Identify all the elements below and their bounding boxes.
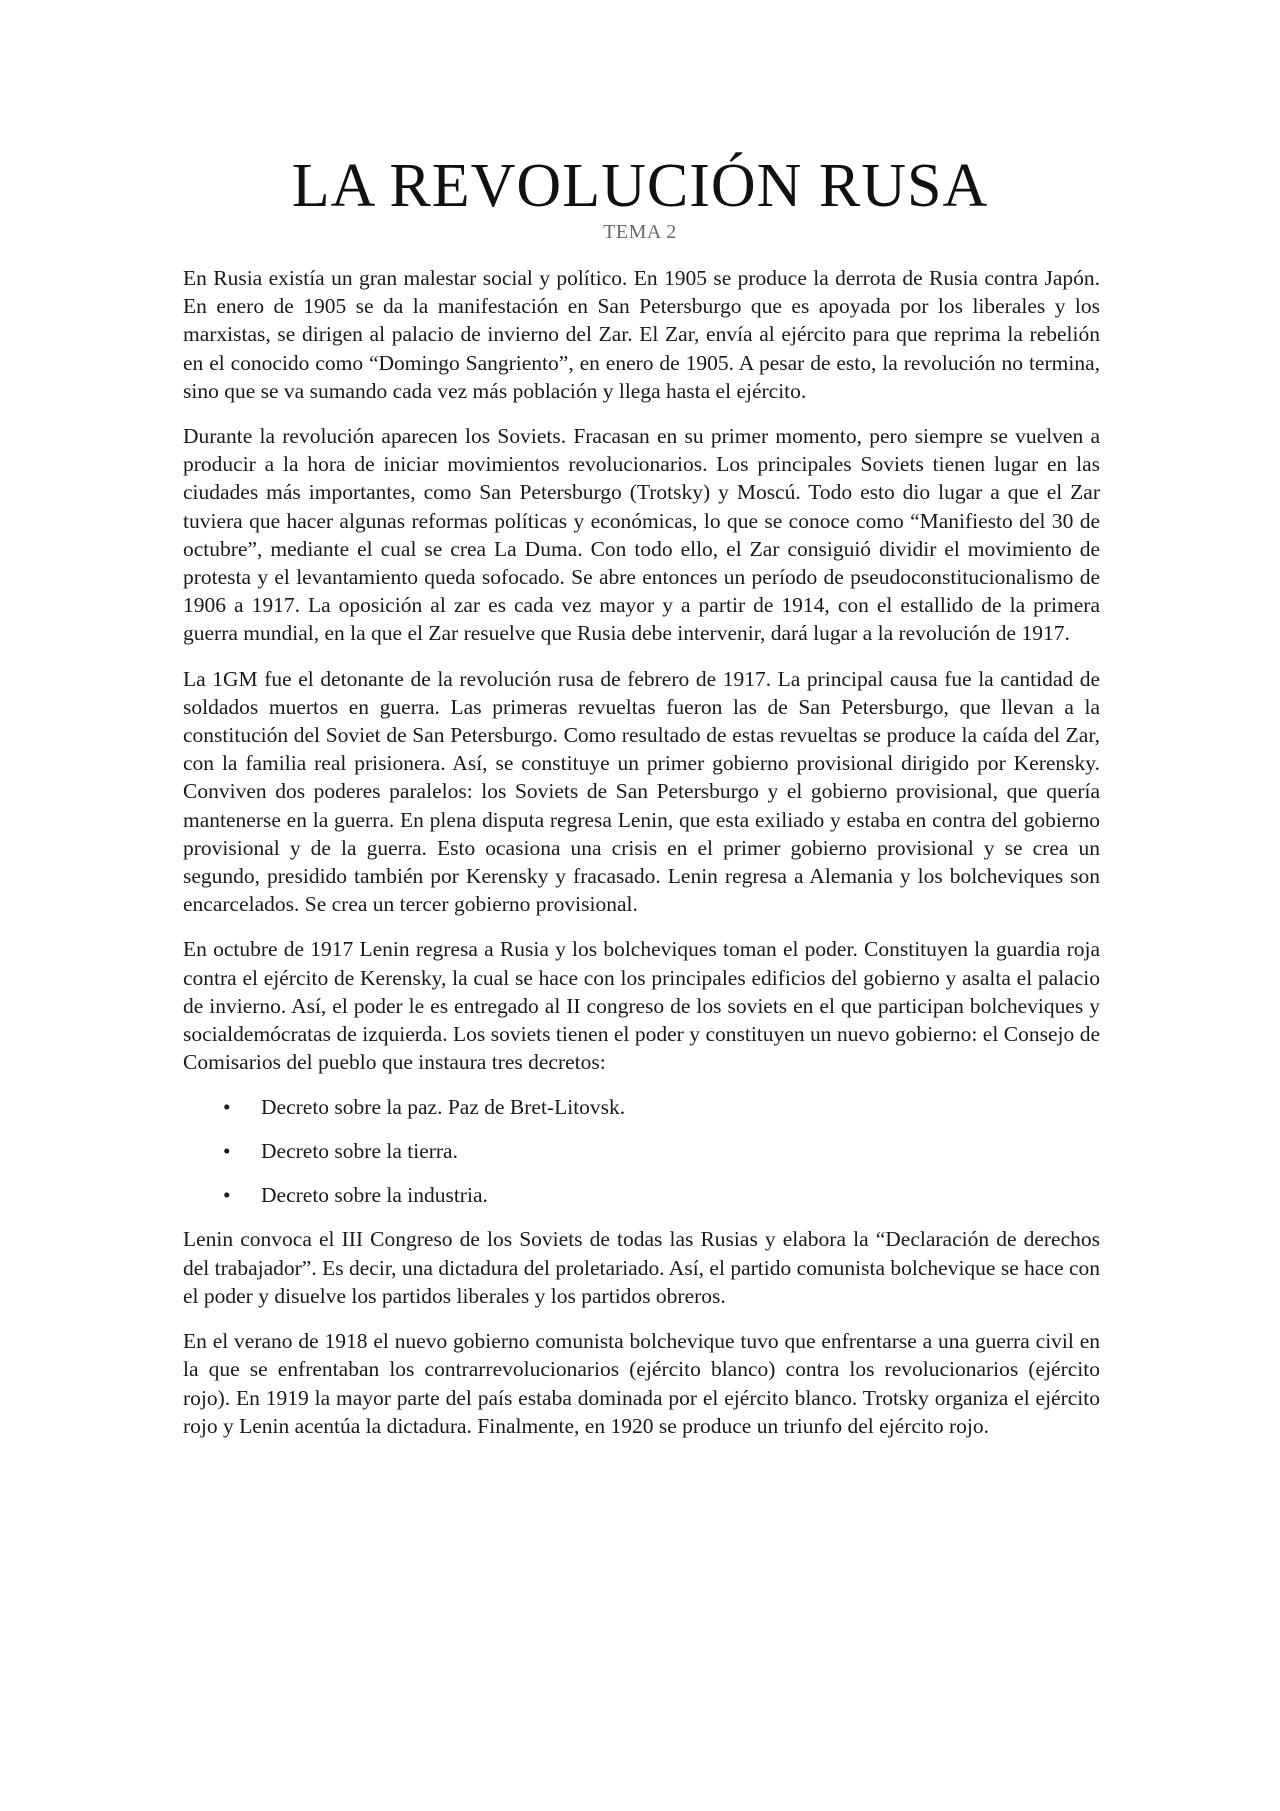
- page-title: LA REVOLUCIÓN RUSA: [291, 152, 989, 220]
- paragraph-1905-revolution: En Rusia existía un gran malestar social y político. En 1905 se produce la derrota de Rusia contra Japón. En enero de 1905 se da la manifestación en San Petersburgo que es apoyada por los liberales y los marxistas, se dirigen al palacio de invierno del Zar. El Zar, envía al ejército para que reprima la rebelión en el conocido como “Domingo Sangriento”, en enero de 1905. A pesar de esto, la revolución no termina, sino que se va sumando cada vez más población y llega hasta el ejército.: [183, 266, 1100, 403]
- paragraph-civil-war: En el verano de 1918 el nuevo gobierno comunista bolchevique tuvo que enfrentarse a una guerra civil en la que se enfrentaban los contrarrevolucionarios (ejército blanco) contra los revolucionarios (ejército rojo). En 1919 la mayor parte del país estaba dominada por el ejército blanco. Trotsky organiza el ejército rojo y Lenin acentúa la dictadura. Finalmente, en 1920 se produce un triunfo del ejército rojo.: [183, 1329, 1100, 1438]
- list-item: [183, 1093, 1100, 1121]
- bullet-icon: •: [223, 1183, 231, 1208]
- paragraph-october-revolution: En octubre de 1917 Lenin regresa a Rusia y los bolcheviques toman el poder. Constituyen la guardia roja contra el ejército de Kerensky, la cual se hace con los principales edificios del gobierno y asalta el palacio de invierno. Así, el poder le es entregado al II congreso de los soviets en el que participan bolcheviques y socialdemócratas de izquierda. Los soviets tienen el poder y constituyen un nuevo gobierno: el Consejo de Comisarios del pueblo que instaura tres decretos:: [183, 937, 1100, 1075]
- paragraph-third-congress: Lenin convoca el III Congreso de los Soviets de todas las Rusias y elabora la “Declaración de derechos del trabajador”. Es decir, una dictadura del proletariado. Así, el partido comunista bolchevique se hace con el poder y disuelve los partidos liberales y los partidos obreros.: [183, 1227, 1100, 1308]
- decree-list: [183, 1093, 1100, 1209]
- bullet-icon: •: [223, 1139, 231, 1164]
- document-body: [183, 264, 1100, 1457]
- list-item: [183, 1137, 1100, 1165]
- decree-text: Decreto sobre la industria.: [261, 1183, 488, 1208]
- paragraph-february-revolution: La 1GM fue el detonante de la revolución rusa de febrero de 1917. La principal causa fue la cantidad de soldados muertos en guerra. Las primeras revueltas fueron las de San Petersburgo, que llevan a la constitución del Soviet de San Petersburgo. Como resultado de estas revueltas se produce la caída del Zar, con la familia real prisionera. Así, se constituye un primer gobierno provisional dirigido por Kerensky. Conviven dos poderes paralelos: los Soviets de San Petersburgo y el gobierno provisional, que quería mantenerse en la guerra. En plena disputa regresa Lenin, que esta exiliado y estaba en contra del gobierno provisional y de la guerra. Esto ocasiona una crisis en el primer gobierno provisional y se crea un segundo, presidido también por Kerensky y fracasado. Lenin regresa a Alemania y los bolcheviques son encarcelados. Se crea un tercer gobierno provisional.: [183, 666, 1100, 917]
- page-subtitle: TEMA 2: [603, 221, 677, 243]
- paragraph-soviets: Durante la revolución aparecen los Soviets. Fracasan en su primer momento, pero siempre se vuelven a producir a la hora de iniciar movimientos revolucionarios. Los principales Soviets tienen lugar en las ciudades más importantes, como San Petersburgo (Trotsky) y Moscú. Todo esto dio lugar a que el Zar tuviera que hacer algunas reformas políticas y económicas, lo que se conoce como “Manifiesto del 30 de octubre”, mediante el cual se crea La Duma. Con todo ello, el Zar consiguió dividir el movimiento de protesta y el levantamiento queda sofocado. Se abre entonces un período de pseudoconstitucionalismo de 1906 a 1917. La oposición al zar es cada vez mayor y a partir de 1914, con el estallido de la primera guerra mundial, en la que el Zar resuelve que Rusia debe intervenir, dará lugar a la revolución de 1917.: [183, 424, 1100, 646]
- decree-text: Decreto sobre la paz. Paz de Bret-Litovsk.: [261, 1095, 626, 1120]
- decree-text: Decreto sobre la tierra.: [261, 1139, 458, 1164]
- list-item: [183, 1181, 1100, 1209]
- bullet-icon: •: [223, 1095, 231, 1120]
